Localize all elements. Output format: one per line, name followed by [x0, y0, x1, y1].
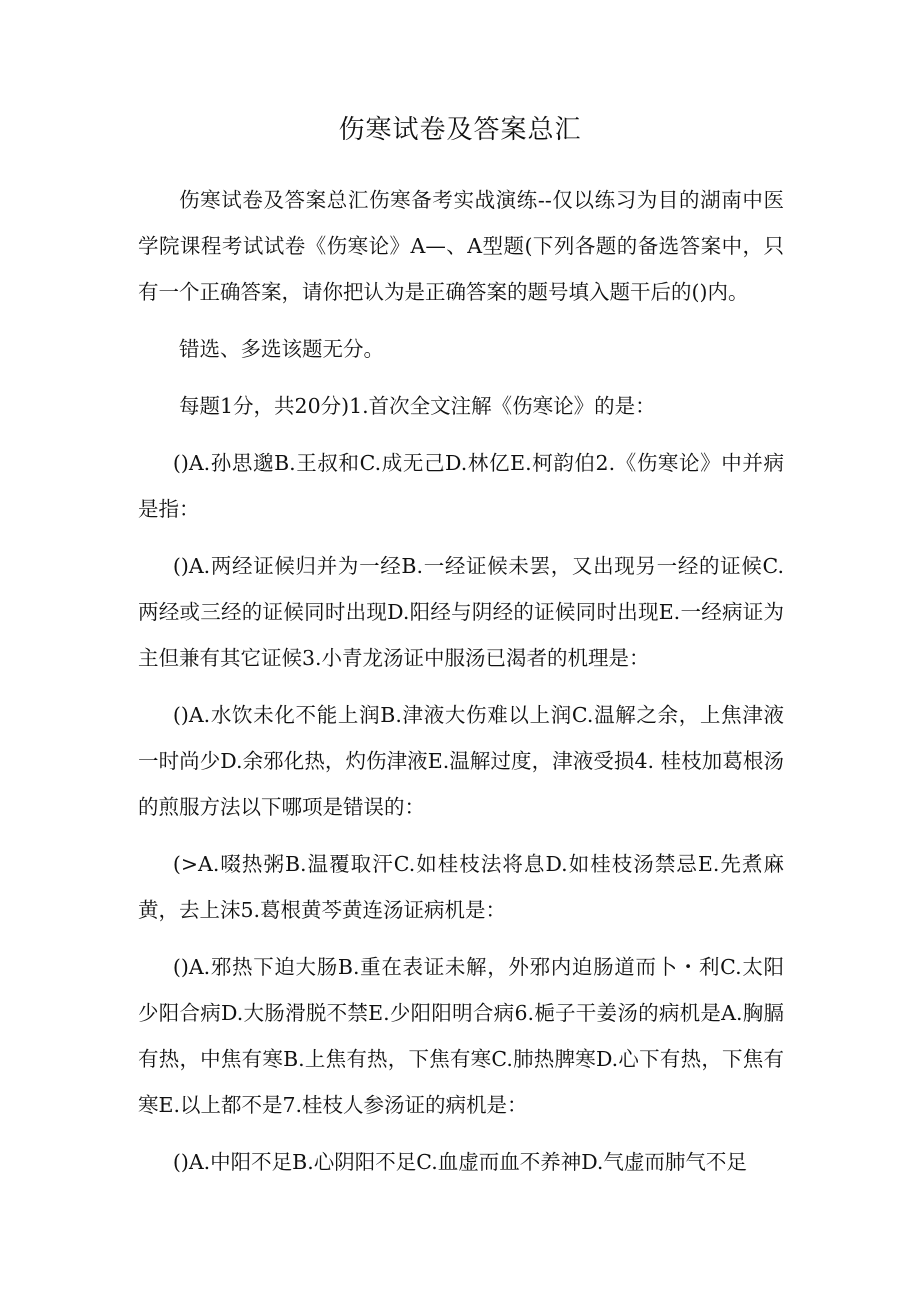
paragraph-question-4: ()A.水饮未化不能上润B.津液大伤难以上润C.温解之余，上焦津液一时尚少D.余邪化热，灼伤津液E.温解过度，津液受损4. 桂枝加葛根汤的煎服方法以下哪项是错误的： — [138, 703, 784, 819]
paragraph-question-6-7: ()A.邪热下迫大肠B.重在表证未解，外邪内迫肠道而卜・利C.太阳少阳合病D.大肠滑脱不禁E.少阳阳明合病6.梔子干姜汤的病机是A.胸膈有热，中焦有寒B.上焦有热，下焦有寒C.肺热脾寒D.心下有热，下焦有寒E.以上都不是7.桂枝人参汤证的病机是： — [138, 955, 784, 1117]
paragraph-question-3: ()A.两经证候归并为一经B.一经证候未罢，又出现另一经的证候C.两经或三经的证候同时出现D.阳经与阴经的证候同时出现E.一经病证为主但兼有其它证候3.小青龙汤证中服汤已渴者的机理是： — [138, 554, 784, 670]
paragraph-intro: 伤寒试卷及答案总汇伤寒备考实战演练--仅以练习为目的湖南中医学院课程考试试卷《伤寒论》A—、A型题(下列各题的备选答案中，只有一个正确答案，请你把认为是正确答案的题号填入题干后的()内。 — [138, 188, 784, 304]
paragraph-scoring-note: 错选、多选该题无分。 — [179, 337, 384, 361]
paragraph-question-7-options: ()A.中阳不足B.心阴阳不足C.血虚而血不养神D.气虚而肺气不足 — [172, 1150, 747, 1174]
document-body — [138, 177, 784, 1196]
paragraph-question-2: ()A.孙思邈B.王叔和C.成无己D.林亿E.柯韵伯2.《伤寒论》中并病是指： — [138, 451, 784, 521]
paragraph-question-5: (>A.啜热粥B.温覆取汗C.如桂枝法将息D.如桂枝汤禁忌E.先煮麻黄，去上沫5.葛根黄芩黄连汤证病机是： — [138, 852, 784, 922]
paragraph-question-1: 每题1分，共20分)1.首次全文注解《伤寒论》的是： — [179, 394, 656, 418]
document-title: 伤寒试卷及答案总汇 — [338, 115, 582, 145]
